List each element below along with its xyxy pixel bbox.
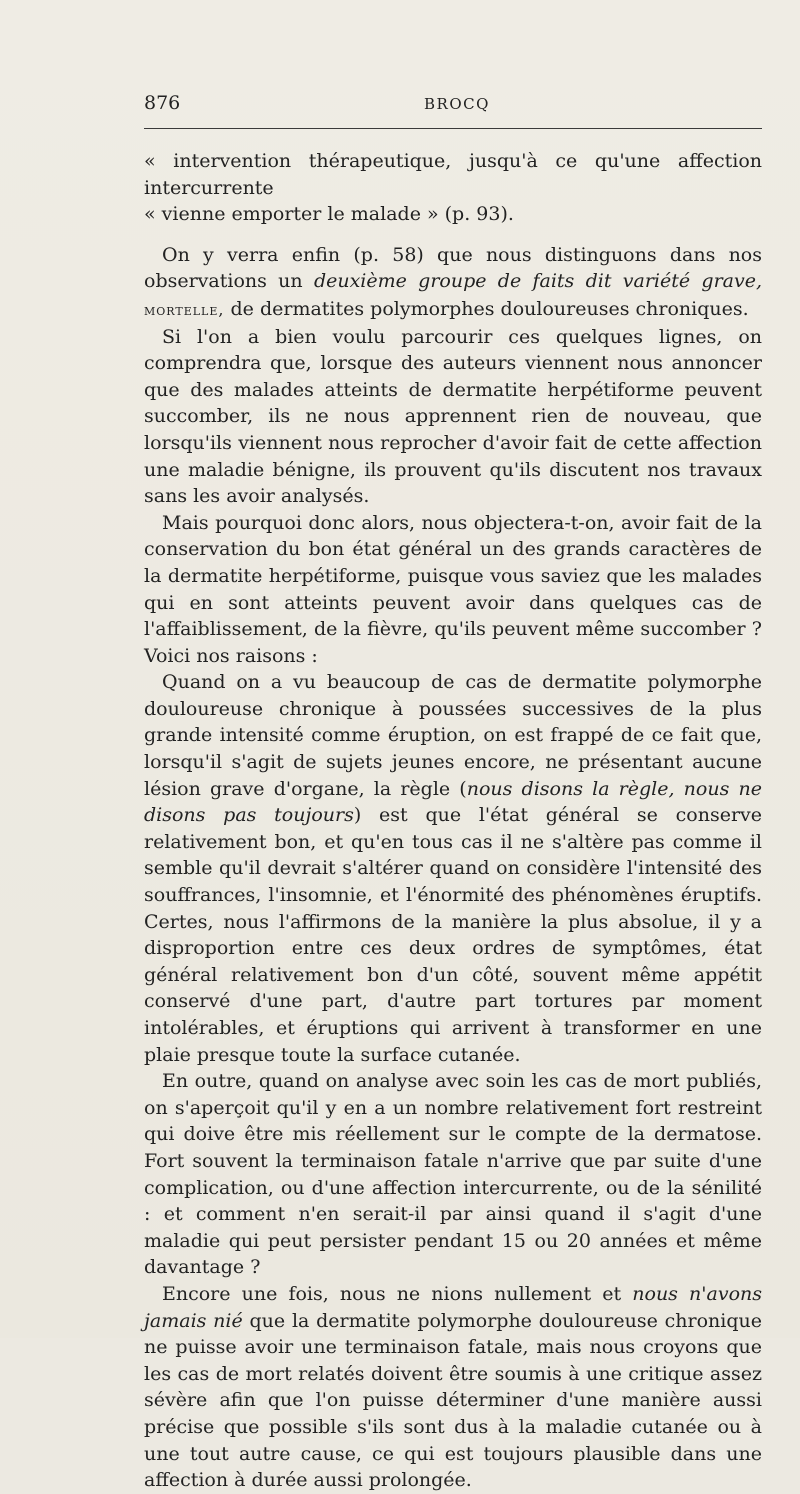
paragraph: Si l'on a bien voulu parcourir ces quelques lignes, on comprendra que, lorsque des auteurs viennent nous annoncer que des malades atteints de dermatite herpétiforme peuvent succomber, ils ne nous apprennent rien de nouveau, que lorsqu'ils viennent nous reprocher d'avoir fait de cette affection une maladie bénigne, ils prouvent qu'ils discutent nos travaux sans les avoir analysés. <box>144 325 762 508</box>
quote-line: « intervention thérapeutique, jusqu'à ce qu'une affection intercurrente <box>144 150 762 199</box>
italic-run: nous n'avons jamais nié <box>144 1282 762 1332</box>
header-rule <box>144 128 762 129</box>
paragraph <box>144 242 762 324</box>
text-run: Encore une fois, nous ne nions nullement et <box>162 1282 633 1305</box>
text-run: ) est que l'état général se conserve relativement bon, et qu'en tous cas il ne s'altère pas comme il semble qu'il devrait s'altérer quand on considère l'intensité des souffrances, l'insomnie, et l'énormité des phénomènes éruptifs. Certes, nous l'affirmons de la manière la plus absolue, il y a disproportion entre ces deux ordres de symptômes, état général relativement bon d'un côté, souvent même appétit conservé d'une part, d'autre part tortures par moment intolérables, et éruptions qui arrivent à transformer en une plaie presque toute la surface cutanée. <box>144 804 762 1066</box>
text-run: Quand on a vu beaucoup de cas de dermatite polymorphe douloureuse chronique à poussées successives de la plus grande intensité comme éruption, on est frappé de ce fait que, lorsqu'il s'agit de sujets jeunes encore, ne présentant aucune lésion grave d'organe, la règle ( <box>144 671 762 800</box>
body-text <box>144 148 762 1494</box>
paragraph: En outre, quand on analyse avec soin les cas de mort publiés, on s'aperçoit qu'il y en a un nombre relativement fort restreint qui doive être mis réellement sur le compte de la dermatose. Fort souvent la terminaison fatale n'arrive que par suite d'une complication, ou d'une affection intercurrente, ou de la sénilité : et comment n'en serait-il par ainsi quand il s'agit d'une maladie qui peut persister pendant 15 ou 20 années et même davantage ? <box>144 1070 762 1279</box>
paragraph: Mais pourquoi donc alors, nous objectera-t-on, avoir fait de la conservation du bon état général un des grands caractères de la dermatite herpétiforme, puisque vous saviez que les malades qui en sont atteints peuvent avoir dans quelques cas de l'affaiblissement, de la fièvre, qu'ils peuvent même succomber ? Voici nos raisons : <box>144 511 762 667</box>
page-header <box>144 92 762 118</box>
running-head: BROCQ <box>424 95 490 113</box>
paragraph <box>144 1281 762 1494</box>
italic-run: nous disons la règle, nous ne disons pas toujours <box>144 777 762 827</box>
quote-line: « vienne emporter le malade » (p. 93). <box>144 203 514 226</box>
text-run: de dermatites polymorphes douloureuses chroniques. <box>224 297 749 320</box>
text-run: On y verra enfin (p. 58) que nous distinguons dans nos observations un <box>144 243 762 293</box>
page-number: 876 <box>144 92 181 114</box>
smallcaps-run: mortelle, <box>144 299 225 319</box>
paragraph <box>144 669 762 1068</box>
italic-run: deuxième groupe de faits dit variété grave, <box>313 270 762 293</box>
text-run: que la dermatite polymorphe douloureuse chronique ne puisse avoir une terminaison fatale, mais nous croyons que les cas de mort relatés doivent être soumis à une critique assez sévère afin que l'on puisse déterminer d'une manière aussi précise que possible s'ils sont dus à la maladie cutanée ou à une tout autre cause, ce qui est toujours plausible dans une affection à durée aussi prolongée. <box>144 1309 762 1492</box>
